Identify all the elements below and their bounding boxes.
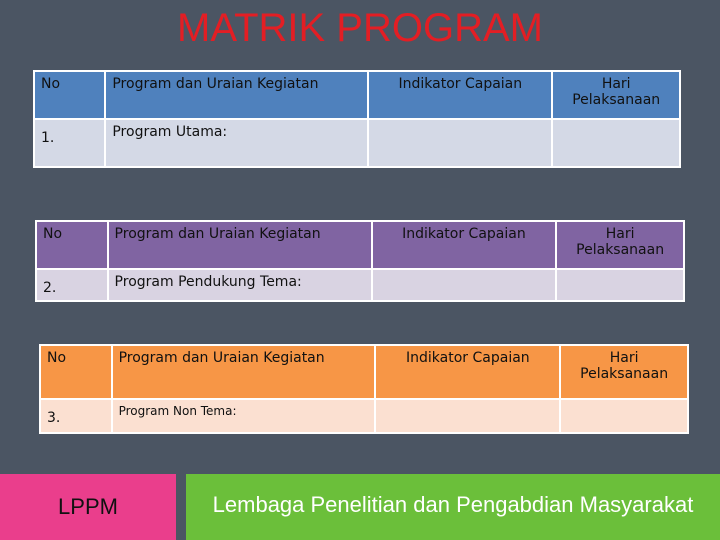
cell-indikator[interactable] xyxy=(372,269,557,301)
cell-indikator[interactable] xyxy=(368,119,552,167)
footer-institution-label: Lembaga Penelitian dan Pengabdian Masyarakat xyxy=(212,492,694,517)
matrix-table-2 xyxy=(35,220,685,302)
header-no: No xyxy=(36,221,108,269)
header-program: Program dan Uraian Kegiatan xyxy=(105,71,368,119)
table-header-row xyxy=(34,71,680,119)
table-row xyxy=(40,399,688,433)
header-program: Program dan Uraian Kegiatan xyxy=(112,345,376,399)
cell-program: Program Pendukung Tema: xyxy=(108,269,372,301)
cell-no: 3. xyxy=(40,399,112,433)
cell-no: 2. xyxy=(36,269,108,301)
table-row xyxy=(34,119,680,167)
footer-lppm xyxy=(0,474,176,540)
cell-program: Program Utama: xyxy=(105,119,368,167)
header-hari: Hari Pelaksanaan xyxy=(560,345,688,399)
header-no: No xyxy=(34,71,105,119)
matrix-table-3 xyxy=(39,344,689,434)
header-indikator: Indikator Capaian xyxy=(368,71,552,119)
page-title: MATRIK PROGRAM xyxy=(177,6,543,50)
cell-hari[interactable] xyxy=(556,269,684,301)
footer-institution xyxy=(186,474,720,540)
header-program: Program dan Uraian Kegiatan xyxy=(108,221,372,269)
table-header-row xyxy=(36,221,684,269)
cell-no: 1. xyxy=(34,119,105,167)
header-indikator: Indikator Capaian xyxy=(375,345,560,399)
header-no: No xyxy=(40,345,112,399)
cell-program: Program Non Tema: xyxy=(112,399,376,433)
cell-hari[interactable] xyxy=(552,119,680,167)
table-row xyxy=(36,269,684,301)
table-header-row xyxy=(40,345,688,399)
header-hari: Hari Pelaksanaan xyxy=(556,221,684,269)
header-indikator: Indikator Capaian xyxy=(372,221,557,269)
cell-hari[interactable] xyxy=(560,399,688,433)
footer-lppm-label: LPPM xyxy=(58,494,118,519)
matrix-table-1 xyxy=(33,70,681,168)
cell-indikator[interactable] xyxy=(375,399,560,433)
header-hari: Hari Pelaksanaan xyxy=(552,71,680,119)
